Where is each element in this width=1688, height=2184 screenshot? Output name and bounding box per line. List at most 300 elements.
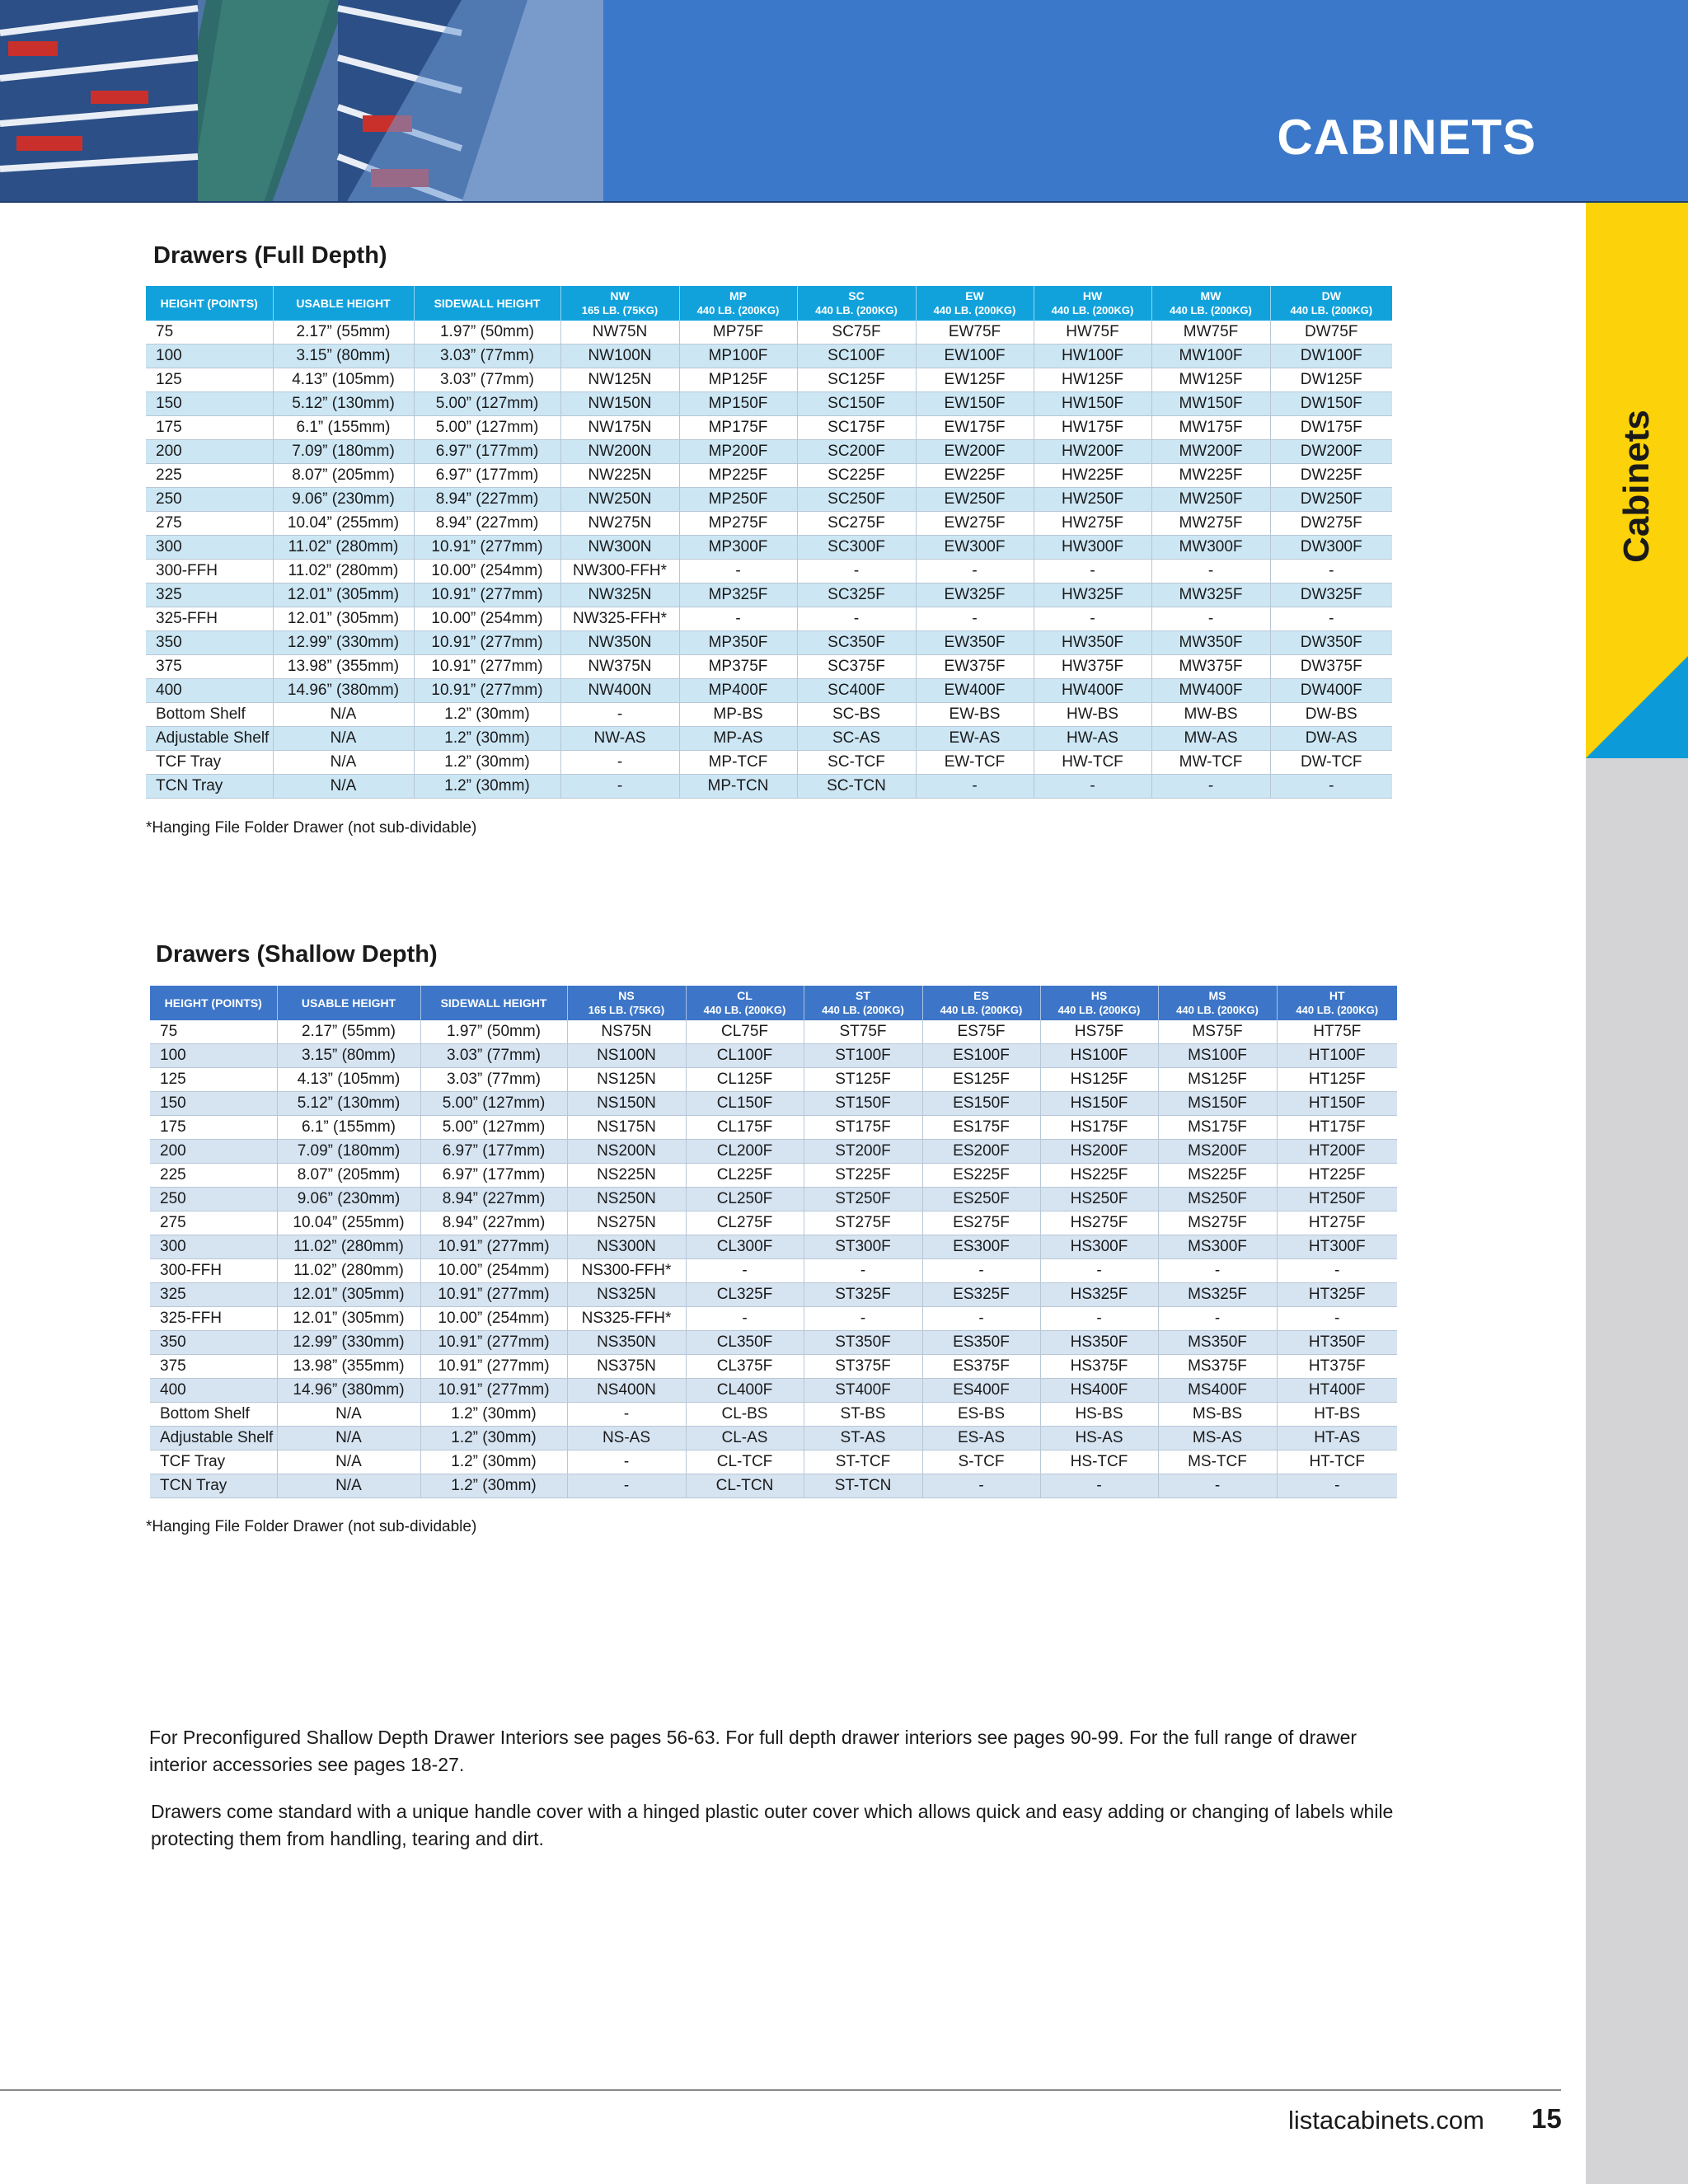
table-cell: CL375F	[686, 1355, 804, 1379]
table-row	[150, 1188, 1397, 1212]
table-cell: HW175F	[1034, 416, 1151, 440]
table-cell: N/A	[277, 1427, 420, 1451]
table-cell: ST-AS	[804, 1427, 922, 1451]
table-cell: DW75F	[1270, 321, 1392, 344]
table-cell: MW350F	[1151, 631, 1270, 655]
table-cell: -	[1277, 1307, 1397, 1331]
table-cell: 5.00” (127mm)	[414, 416, 560, 440]
table-row	[146, 536, 1392, 560]
table-cell: ST-TCF	[804, 1451, 922, 1474]
table-cell: NW-AS	[560, 727, 679, 751]
table-cell: CL-AS	[686, 1427, 804, 1451]
table-cell: 300-FFH	[150, 1259, 277, 1283]
table-cell: -	[1151, 775, 1270, 799]
table-cell: 8.94” (227mm)	[414, 512, 560, 536]
table-cell: EW75F	[916, 321, 1034, 344]
table-cell: HW100F	[1034, 344, 1151, 368]
footer-website: listacabinets.com	[1288, 2106, 1484, 2135]
table-cell: ST-TCN	[804, 1474, 922, 1498]
table-cell: HW350F	[1034, 631, 1151, 655]
table-cell: MW375F	[1151, 655, 1270, 679]
table-cell: TCN Tray	[150, 1474, 277, 1498]
shallow-depth-note: *Hanging File Folder Drawer (not sub-dividable)	[146, 1518, 477, 1535]
table-cell: ES325F	[922, 1283, 1040, 1307]
table-cell: Bottom Shelf	[150, 1403, 277, 1427]
table-row	[146, 344, 1392, 368]
table-cell: MS100F	[1158, 1044, 1277, 1068]
table-cell: HW200F	[1034, 440, 1151, 464]
table-cell: HT275F	[1277, 1212, 1397, 1235]
table-cell: ST150F	[804, 1092, 922, 1116]
column-header: ES 440 LB. (200KG)	[922, 986, 1040, 1020]
table-cell: CL-BS	[686, 1403, 804, 1427]
table-cell: ST275F	[804, 1212, 922, 1235]
table-cell: 275	[150, 1212, 277, 1235]
table-cell: TCF Tray	[150, 1451, 277, 1474]
table-cell: 13.98” (355mm)	[273, 655, 414, 679]
table-cell: NS75N	[567, 1020, 686, 1044]
table-cell: HT175F	[1277, 1116, 1397, 1140]
table-row	[146, 488, 1392, 512]
table-cell: SC350F	[797, 631, 916, 655]
table-cell: NW300-FFH*	[560, 560, 679, 583]
table-cell: MW75F	[1151, 321, 1270, 344]
table-cell: DW400F	[1270, 679, 1392, 703]
table-row	[150, 1331, 1397, 1355]
table-cell: 10.91” (277mm)	[414, 679, 560, 703]
table-cell: EW350F	[916, 631, 1034, 655]
table-cell: HT300F	[1277, 1235, 1397, 1259]
table-cell: -	[1034, 775, 1151, 799]
table-cell: DW150F	[1270, 392, 1392, 416]
table-cell: 8.94” (227mm)	[414, 488, 560, 512]
interiors-reference-paragraph: For Preconfigured Shallow Depth Drawer Interiors see pages 56-63. For full depth drawer interiors see pages 90-99. For the full range of drawer interior accessories see pages 18-27.	[149, 1727, 1357, 1775]
table-cell: 1.97” (50mm)	[420, 1020, 567, 1044]
table-cell: MP200F	[679, 440, 797, 464]
table-cell: 7.09” (180mm)	[273, 440, 414, 464]
table-cell: MP275F	[679, 512, 797, 536]
table-cell: ST300F	[804, 1235, 922, 1259]
table-cell: 1.2” (30mm)	[414, 703, 560, 727]
table-cell: HS275F	[1040, 1212, 1158, 1235]
table-cell: 3.15” (80mm)	[273, 344, 414, 368]
table-cell: CL400F	[686, 1379, 804, 1403]
table-cell: 10.00” (254mm)	[414, 560, 560, 583]
table-row	[150, 1140, 1397, 1164]
table-cell: -	[567, 1403, 686, 1427]
table-cell: -	[1034, 607, 1151, 631]
table-cell: 325	[150, 1283, 277, 1307]
table-cell: 1.2” (30mm)	[414, 775, 560, 799]
table-cell: 12.01” (305mm)	[273, 583, 414, 607]
table-cell: HT325F	[1277, 1283, 1397, 1307]
table-cell: N/A	[273, 751, 414, 775]
column-header: HT 440 LB. (200KG)	[1277, 986, 1397, 1020]
table-cell: 6.1” (155mm)	[273, 416, 414, 440]
table-cell: EW100F	[916, 344, 1034, 368]
table-cell: EW325F	[916, 583, 1034, 607]
table-row	[150, 1068, 1397, 1092]
table-cell: 10.91” (277mm)	[414, 631, 560, 655]
column-header: MP 440 LB. (200KG)	[679, 286, 797, 321]
table-cell: Adjustable Shelf	[150, 1427, 277, 1451]
table-cell: MS150F	[1158, 1092, 1277, 1116]
table-cell: DW-BS	[1270, 703, 1392, 727]
table-cell: HS-BS	[1040, 1403, 1158, 1427]
table-cell: CL225F	[686, 1164, 804, 1188]
table-cell: 300	[150, 1235, 277, 1259]
table-cell: EW-BS	[916, 703, 1034, 727]
table-cell: ES-BS	[922, 1403, 1040, 1427]
table-cell: -	[916, 560, 1034, 583]
table-cell: NS350N	[567, 1331, 686, 1355]
table-row	[146, 751, 1392, 775]
table-cell: 6.97” (177mm)	[414, 440, 560, 464]
table-cell: HS-TCF	[1040, 1451, 1158, 1474]
table-cell: 6.97” (177mm)	[414, 464, 560, 488]
column-header: HW 440 LB. (200KG)	[1034, 286, 1151, 321]
table-cell: -	[804, 1307, 922, 1331]
table-cell: 125	[150, 1068, 277, 1092]
column-header: MW 440 LB. (200KG)	[1151, 286, 1270, 321]
table-cell: NS300-FFH*	[567, 1259, 686, 1283]
table-cell: DW100F	[1270, 344, 1392, 368]
table-cell: HT250F	[1277, 1188, 1397, 1212]
table-cell: EW400F	[916, 679, 1034, 703]
table-cell: 2.17” (55mm)	[273, 321, 414, 344]
table-cell: NW275N	[560, 512, 679, 536]
table-cell: MW225F	[1151, 464, 1270, 488]
table-cell: ES275F	[922, 1212, 1040, 1235]
column-header: SIDEWALL HEIGHT	[414, 286, 560, 321]
table-cell: CL125F	[686, 1068, 804, 1092]
table-cell: 10.91” (277mm)	[420, 1331, 567, 1355]
table-cell: NW325-FFH*	[560, 607, 679, 631]
table-row	[150, 1164, 1397, 1188]
table-row	[150, 1212, 1397, 1235]
table-row	[150, 1379, 1397, 1403]
table-cell: HW375F	[1034, 655, 1151, 679]
column-header: ST 440 LB. (200KG)	[804, 986, 922, 1020]
table-cell: 8.94” (227mm)	[420, 1212, 567, 1235]
table-cell: HS200F	[1040, 1140, 1158, 1164]
table-cell: 350	[150, 1331, 277, 1355]
table-cell: EW200F	[916, 440, 1034, 464]
table-cell: DW250F	[1270, 488, 1392, 512]
table-cell: MP-TCF	[679, 751, 797, 775]
table-cell: -	[686, 1259, 804, 1283]
table-cell: CL-TCN	[686, 1474, 804, 1498]
table-row	[150, 1307, 1397, 1331]
table-row	[150, 1259, 1397, 1283]
table-cell: SC-AS	[797, 727, 916, 751]
table-cell: ES250F	[922, 1188, 1040, 1212]
table-cell: HW125F	[1034, 368, 1151, 392]
table-cell: -	[560, 775, 679, 799]
table-cell: -	[567, 1474, 686, 1498]
table-cell: NW125N	[560, 368, 679, 392]
table-cell: 75	[150, 1020, 277, 1044]
table-cell: 4.13” (105mm)	[273, 368, 414, 392]
table-cell: -	[1151, 607, 1270, 631]
column-header: NS 165 LB. (75KG)	[567, 986, 686, 1020]
table-cell: 1.97” (50mm)	[414, 321, 560, 344]
table-cell: N/A	[277, 1474, 420, 1498]
full-depth-title: Drawers (Full Depth)	[153, 242, 387, 269]
header-warehouse-photo	[0, 0, 603, 203]
table-cell: -	[1034, 560, 1151, 583]
table-cell: NW200N	[560, 440, 679, 464]
table-cell: 250	[146, 488, 273, 512]
table-cell: HW225F	[1034, 464, 1151, 488]
table-cell: NS325N	[567, 1283, 686, 1307]
table-cell: CL175F	[686, 1116, 804, 1140]
table-cell: HT150F	[1277, 1092, 1397, 1116]
table-cell: ST350F	[804, 1331, 922, 1355]
table-cell: NW150N	[560, 392, 679, 416]
table-cell: ES100F	[922, 1044, 1040, 1068]
table-cell: 12.01” (305mm)	[277, 1283, 420, 1307]
table-cell: -	[804, 1259, 922, 1283]
table-cell: DW-TCF	[1270, 751, 1392, 775]
table-cell: 10.04” (255mm)	[273, 512, 414, 536]
table-cell: 5.12” (130mm)	[273, 392, 414, 416]
table-cell: HT200F	[1277, 1140, 1397, 1164]
table-cell: N/A	[277, 1403, 420, 1427]
table-cell: HW250F	[1034, 488, 1151, 512]
table-cell: NS150N	[567, 1092, 686, 1116]
table-cell: DW125F	[1270, 368, 1392, 392]
table-cell: 12.99” (330mm)	[273, 631, 414, 655]
side-tab-label: Cabinets	[1616, 410, 1657, 563]
table-row	[146, 727, 1392, 751]
table-cell: 400	[146, 679, 273, 703]
table-cell: -	[686, 1307, 804, 1331]
table-cell: SC225F	[797, 464, 916, 488]
table-cell: MW325F	[1151, 583, 1270, 607]
table-header-row	[146, 286, 1392, 321]
page-number: 15	[1531, 2103, 1562, 2134]
table-cell: 1.2” (30mm)	[420, 1427, 567, 1451]
table-row	[146, 775, 1392, 799]
handle-cover-paragraph: Drawers come standard with a unique handle cover with a hinged plastic outer cover which allows quick and easy adding or changing of labels while protecting them from handling, tearing and dirt.	[151, 1801, 1394, 1849]
table-cell: HW150F	[1034, 392, 1151, 416]
table-cell: EW300F	[916, 536, 1034, 560]
table-cell: DW375F	[1270, 655, 1392, 679]
table-row	[146, 321, 1392, 344]
table-cell: MP175F	[679, 416, 797, 440]
table-cell: DW175F	[1270, 416, 1392, 440]
table-cell: CL275F	[686, 1212, 804, 1235]
table-cell: HT375F	[1277, 1355, 1397, 1379]
table-cell: DW300F	[1270, 536, 1392, 560]
table-cell: NS275N	[567, 1212, 686, 1235]
table-header-row	[150, 986, 1397, 1020]
column-header: SC 440 LB. (200KG)	[797, 286, 916, 321]
table-cell: ST-BS	[804, 1403, 922, 1427]
table-row	[150, 1474, 1397, 1498]
table-row	[146, 631, 1392, 655]
table-cell: 7.09” (180mm)	[277, 1140, 420, 1164]
table-cell: HW75F	[1034, 321, 1151, 344]
table-cell: -	[1040, 1307, 1158, 1331]
column-header: HEIGHT (POINTS)	[150, 986, 277, 1020]
table-cell: -	[679, 607, 797, 631]
table-cell: MS400F	[1158, 1379, 1277, 1403]
table-cell: 10.91” (277mm)	[420, 1235, 567, 1259]
table-cell: -	[916, 775, 1034, 799]
table-cell: CL100F	[686, 1044, 804, 1068]
table-cell: EW175F	[916, 416, 1034, 440]
table-row	[150, 1355, 1397, 1379]
table-cell: MP375F	[679, 655, 797, 679]
table-cell: EW-AS	[916, 727, 1034, 751]
table-cell: 10.91” (277mm)	[414, 583, 560, 607]
table-cell: NS300N	[567, 1235, 686, 1259]
table-cell: 6.1” (155mm)	[277, 1116, 420, 1140]
table-cell: MS-BS	[1158, 1403, 1277, 1427]
table-row	[150, 1116, 1397, 1140]
table-cell: HT-BS	[1277, 1403, 1397, 1427]
table-cell: MP75F	[679, 321, 797, 344]
table-cell: -	[1277, 1474, 1397, 1498]
table-cell: MW200F	[1151, 440, 1270, 464]
table-cell: NS125N	[567, 1068, 686, 1092]
table-cell: HT125F	[1277, 1068, 1397, 1092]
table-cell: -	[1270, 560, 1392, 583]
table-cell: NS200N	[567, 1140, 686, 1164]
table-cell: EW150F	[916, 392, 1034, 416]
table-cell: ST375F	[804, 1355, 922, 1379]
table-cell: -	[1270, 775, 1392, 799]
table-cell: MS350F	[1158, 1331, 1277, 1355]
table-cell: 3.03” (77mm)	[414, 344, 560, 368]
table-cell: HW-BS	[1034, 703, 1151, 727]
table-cell: 2.17” (55mm)	[277, 1020, 420, 1044]
table-cell: HT-AS	[1277, 1427, 1397, 1451]
table-cell: MW-AS	[1151, 727, 1270, 751]
table-cell: 5.00” (127mm)	[420, 1092, 567, 1116]
table-cell: MS-TCF	[1158, 1451, 1277, 1474]
table-cell: NS175N	[567, 1116, 686, 1140]
table-cell: 4.13” (105mm)	[277, 1068, 420, 1092]
table-cell: CL150F	[686, 1092, 804, 1116]
table-cell: MS225F	[1158, 1164, 1277, 1188]
table-cell: ES400F	[922, 1379, 1040, 1403]
table-cell: 11.02” (280mm)	[277, 1259, 420, 1283]
table-cell: HW400F	[1034, 679, 1151, 703]
table-cell: NS-AS	[567, 1427, 686, 1451]
table-cell: MW175F	[1151, 416, 1270, 440]
table-cell: HT75F	[1277, 1020, 1397, 1044]
column-header: USABLE HEIGHT	[277, 986, 420, 1020]
table-cell: MP325F	[679, 583, 797, 607]
table-cell: NS225N	[567, 1164, 686, 1188]
table-cell: 200	[150, 1140, 277, 1164]
table-cell: 5.00” (127mm)	[414, 392, 560, 416]
table-cell: MP400F	[679, 679, 797, 703]
table-cell: ST325F	[804, 1283, 922, 1307]
table-cell: SC175F	[797, 416, 916, 440]
table-row	[150, 1092, 1397, 1116]
table-cell: 11.02” (280mm)	[273, 560, 414, 583]
table-cell: 10.91” (277mm)	[414, 536, 560, 560]
table-cell: CL75F	[686, 1020, 804, 1044]
table-cell: N/A	[273, 775, 414, 799]
table-cell: -	[922, 1259, 1040, 1283]
table-cell: CL-TCF	[686, 1451, 804, 1474]
table-row	[150, 1020, 1397, 1044]
table-cell: HT-TCF	[1277, 1451, 1397, 1474]
table-cell: 200	[146, 440, 273, 464]
table-cell: 12.99” (330mm)	[277, 1331, 420, 1355]
table-row	[146, 464, 1392, 488]
table-cell: MS200F	[1158, 1140, 1277, 1164]
table-cell: 225	[150, 1164, 277, 1188]
table-cell: 10.91” (277mm)	[420, 1355, 567, 1379]
table-cell: N/A	[273, 703, 414, 727]
table-cell: 10.00” (254mm)	[414, 607, 560, 631]
table-cell: 10.91” (277mm)	[420, 1283, 567, 1307]
table-cell: MS250F	[1158, 1188, 1277, 1212]
table-row	[146, 416, 1392, 440]
table-cell: HS-AS	[1040, 1427, 1158, 1451]
table-cell: ST400F	[804, 1379, 922, 1403]
table-cell: -	[1277, 1259, 1397, 1283]
table-cell: EW-TCF	[916, 751, 1034, 775]
table-row	[150, 1451, 1397, 1474]
table-cell: MW-BS	[1151, 703, 1270, 727]
table-cell: CL200F	[686, 1140, 804, 1164]
table-cell: ES225F	[922, 1164, 1040, 1188]
shallow-depth-title: Drawers (Shallow Depth)	[156, 941, 438, 968]
table-cell: ES300F	[922, 1235, 1040, 1259]
table-cell: -	[1158, 1307, 1277, 1331]
table-cell: MP125F	[679, 368, 797, 392]
table-cell: HS400F	[1040, 1379, 1158, 1403]
table-cell: NW300N	[560, 536, 679, 560]
table-cell: EW275F	[916, 512, 1034, 536]
table-cell: 8.94” (227mm)	[420, 1188, 567, 1212]
table-cell: NW400N	[560, 679, 679, 703]
table-cell: HS375F	[1040, 1355, 1158, 1379]
table-cell: SC275F	[797, 512, 916, 536]
table-row	[146, 560, 1392, 583]
table-cell: 3.03” (77mm)	[420, 1044, 567, 1068]
table-cell: ST125F	[804, 1068, 922, 1092]
table-cell: MP-BS	[679, 703, 797, 727]
table-cell: HS100F	[1040, 1044, 1158, 1068]
table-cell: 175	[150, 1116, 277, 1140]
table-cell: ST250F	[804, 1188, 922, 1212]
table-cell: MS375F	[1158, 1355, 1277, 1379]
table-cell: -	[679, 560, 797, 583]
table-cell: 5.00” (127mm)	[420, 1116, 567, 1140]
table-row	[146, 655, 1392, 679]
table-cell: SC250F	[797, 488, 916, 512]
column-header: SIDEWALL HEIGHT	[420, 986, 567, 1020]
table-cell: 3.03” (77mm)	[414, 368, 560, 392]
table-cell: 8.07” (205mm)	[277, 1164, 420, 1188]
table-cell: HW275F	[1034, 512, 1151, 536]
table-cell: SC125F	[797, 368, 916, 392]
table-cell: -	[1151, 560, 1270, 583]
table-cell: ST75F	[804, 1020, 922, 1044]
table-cell: MS275F	[1158, 1212, 1277, 1235]
table-cell: NW100N	[560, 344, 679, 368]
table-cell: 125	[146, 368, 273, 392]
table-row	[146, 512, 1392, 536]
